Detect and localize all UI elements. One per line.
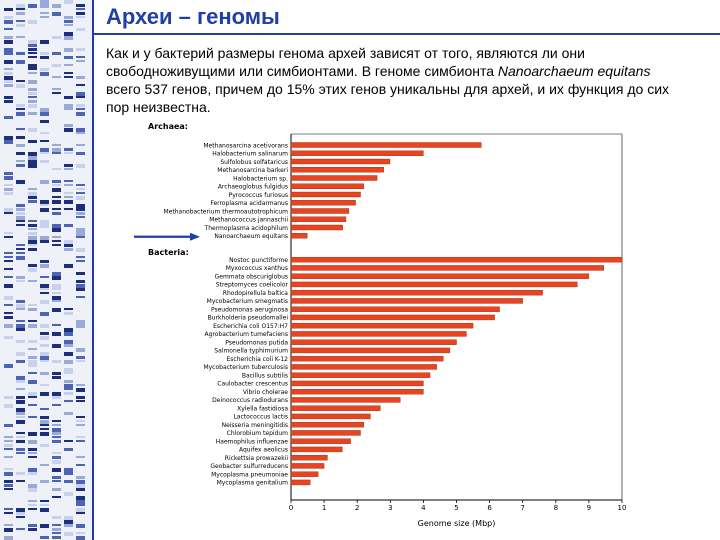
category-label: Mycobacterium smegmatis (206, 298, 288, 306)
category-label: Escherichia coli O157:H7 (213, 322, 288, 330)
bar (291, 447, 342, 452)
category-label: Thermoplasma acidophilum (204, 224, 288, 232)
bar (291, 192, 361, 197)
bar (291, 159, 390, 164)
bar (291, 381, 423, 386)
bar (291, 233, 307, 238)
category-label: Geobacter sulfurreducens (210, 463, 288, 471)
bar (291, 414, 370, 419)
category-label: Halobacterium salinarum (212, 150, 288, 158)
x-tick-label: 2 (354, 504, 360, 512)
bar (291, 356, 443, 361)
bar (291, 315, 495, 320)
bar (291, 389, 423, 394)
x-tick-label: 8 (553, 504, 559, 512)
category-label: Chlorobium tepidum (226, 430, 288, 438)
bar (291, 143, 481, 148)
bar (291, 430, 361, 435)
bar (291, 397, 400, 402)
text-part-2: всего 537 генов, причем до 15% этих генов уникальны для архей, и их функция до сих пор неизвестна. (106, 81, 670, 115)
x-tick-label: 3 (388, 504, 393, 512)
category-label: Deinococcus radiodurans (212, 397, 288, 405)
group-heading: Archaea: (148, 122, 188, 131)
bar (291, 340, 457, 345)
bar (291, 406, 380, 411)
category-label: Gemmata obscuriglobus (214, 273, 288, 281)
category-label: Haemophilus influenzae (215, 438, 288, 446)
bar (291, 439, 351, 444)
category-label: Burkholderia pseudomallei (207, 314, 288, 322)
category-label: Vibrio cholerae (242, 388, 288, 396)
bar (291, 151, 423, 156)
category-label: Nanoarchaeum equitans (214, 233, 288, 241)
bar (291, 298, 523, 303)
bar (291, 209, 349, 214)
x-tick-label: 7 (520, 504, 525, 512)
category-label: Nostoc punctiforme (229, 256, 288, 264)
category-label: Myxococcus xanthus (225, 265, 288, 273)
x-tick-label: 5 (454, 504, 459, 512)
x-tick-label: 1 (321, 504, 327, 512)
category-label: Ferroplasma acidarmanus (210, 200, 288, 208)
x-tick-label: 4 (421, 504, 426, 512)
category-label: Salmonella typhimurium (214, 347, 288, 355)
category-label: Lactococcus lactis (233, 413, 288, 421)
slide-title: Археи – геномы (106, 4, 280, 29)
category-label: Methanosarcina acetivorans (203, 142, 288, 150)
category-label: Methanococcus jannaschii (209, 216, 288, 224)
bar (291, 176, 377, 181)
group-heading: Bacteria: (148, 248, 189, 257)
bar (291, 274, 589, 279)
bar (291, 307, 500, 312)
bar (291, 373, 430, 378)
category-label: Pyrococcus furiosus (228, 191, 288, 199)
species-name: Nanoarchaeum equitans (497, 63, 651, 79)
category-label: Bacillus subtilis (241, 372, 288, 380)
category-label: Sulfolobus solfataricus (220, 158, 288, 166)
bar (291, 480, 310, 485)
x-axis-label: Genome size (Mbp) (417, 519, 496, 528)
bar (291, 290, 543, 295)
category-label: Rhodopirellula baltica (222, 289, 288, 297)
x-tick-label: 0 (288, 504, 294, 512)
bar (291, 200, 356, 205)
bar (291, 463, 324, 468)
bar (291, 265, 604, 270)
category-label: Methanobacterium thermoautotrophicum (163, 208, 288, 216)
category-label: Methanosarcina barkeri (217, 167, 288, 175)
x-tick-label: 9 (586, 504, 592, 512)
bar (291, 348, 450, 353)
bar (291, 323, 473, 328)
category-label: Mycoplasma genitalium (216, 479, 288, 487)
text-part-1: Как и у бактерий размеры генома архей зависят от того, являются ли они свободноживущими или симбионтами. В геноме симбионта (106, 45, 585, 79)
category-label: Mycobacterium tuberculosis (203, 364, 288, 372)
category-label: Halobacterium sp. (233, 175, 288, 183)
category-label: Mycoplasma pneumoniae (211, 471, 288, 479)
bar (291, 282, 577, 287)
category-label: Streptomyces coelicolor (215, 281, 288, 289)
bar (291, 184, 364, 189)
category-label: Escherichia coli K-12 (226, 355, 288, 363)
category-label: Pseudomonas aeruginosa (210, 306, 288, 314)
bar (291, 225, 343, 230)
bar (291, 422, 364, 427)
bar (291, 472, 318, 477)
x-tick-label: 6 (487, 504, 492, 512)
bar (291, 331, 466, 336)
category-label: Xylella fastidiosa (237, 405, 288, 413)
bar (291, 364, 437, 369)
annotation-arrow-head (190, 233, 200, 241)
bar (291, 217, 346, 222)
category-label: Caulobacter crescentus (217, 380, 288, 388)
x-tick-label: 10 (617, 504, 627, 512)
bar (291, 455, 327, 460)
bar (291, 167, 384, 172)
category-label: Pseudomonas putida (225, 339, 288, 347)
bar (291, 257, 622, 262)
category-label: Neisseria meningitidis (221, 421, 288, 429)
category-label: Archaeoglobus fulgidus (217, 183, 288, 191)
category-label: Aquifex aeolicus (238, 446, 288, 454)
category-label: Agrobacterium tumefaciens (204, 331, 288, 339)
category-label: Rickettsia prowazekii (224, 454, 288, 462)
